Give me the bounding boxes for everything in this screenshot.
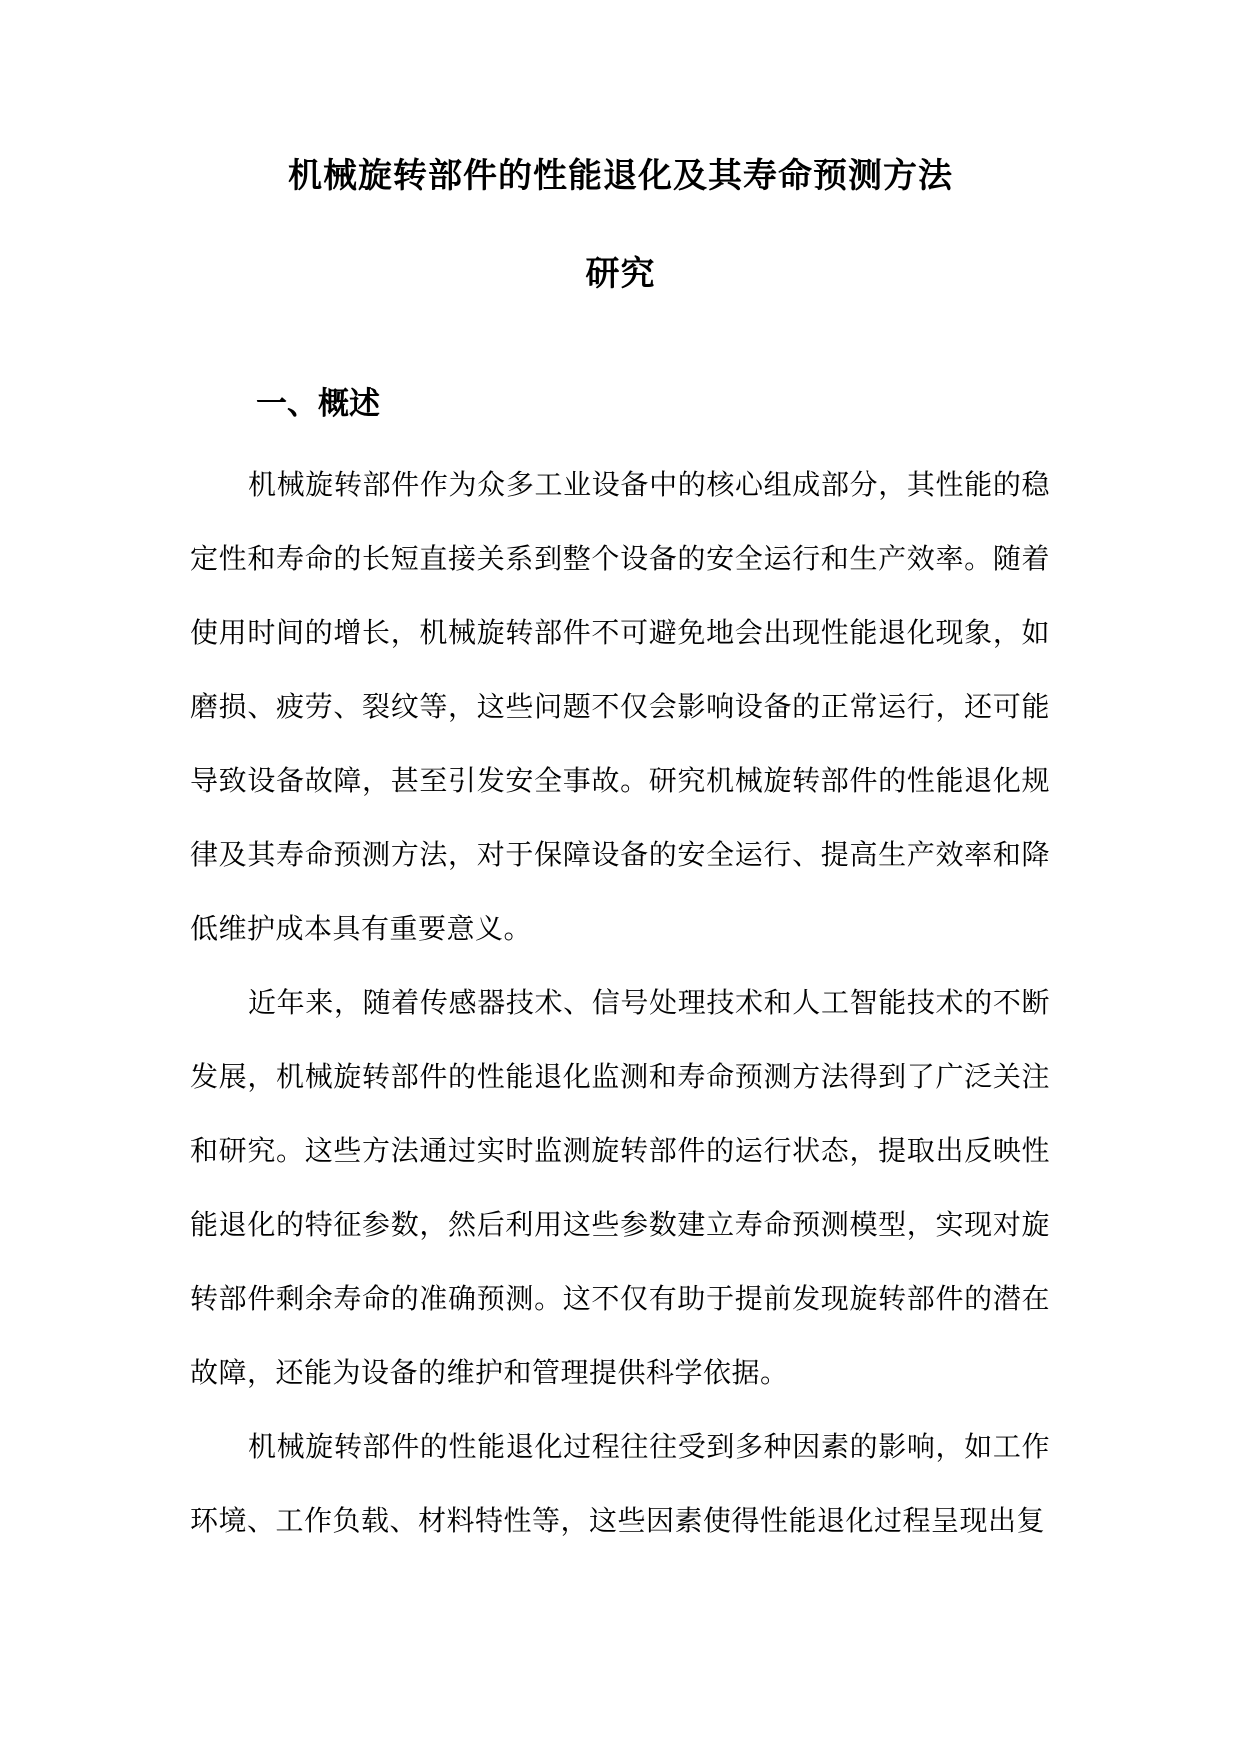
document-title-line-2: 研究 (585, 254, 656, 294)
section-heading-overview: 一、概述 (256, 386, 380, 422)
body-paragraph-1: 机械旋转部件作为众多工业设备中的核心组成部分，其性能的稳定性和寿命的长短直接关系到整个设备的安全运行和生产效率。随着使用时间的增长，机械旋转部件不可避免地会出现性能退化现象，如磨损、疲劳、裂纹等，这些问题不仅会影响设备的正常运行，还可能导致设备故障，甚至引发安全事故。研究机械旋转部件的性能退化规律及其寿命预测方法，对于保障设备的安全运行、提高生产效率和降低维护成本具有重要意义。 (190, 468, 1050, 945)
body-paragraph-2: 近年来，随着传感器技术、信号处理技术和人工智能技术的不断发展，机械旋转部件的性能退化监测和寿命预测方法得到了广泛关注和研究。这些方法通过实时监测旋转部件的运行状态，提取出反映性能退化的特征参数，然后利用这些参数建立寿命预测模型，实现对旋转部件剩余寿命的准确预测。这不仅有助于提前发现旋转部件的潜在故障，还能为设备的维护和管理提供科学依据。 (190, 986, 1050, 1389)
body-paragraph-3: 机械旋转部件的性能退化过程往往受到多种因素的影响，如工作环境、工作负载、材料特性等，这些因素使得性能退化过程呈现出复 (190, 1430, 1050, 1537)
document-title-line-1: 机械旋转部件的性能退化及其寿命预测方法 (288, 156, 953, 196)
